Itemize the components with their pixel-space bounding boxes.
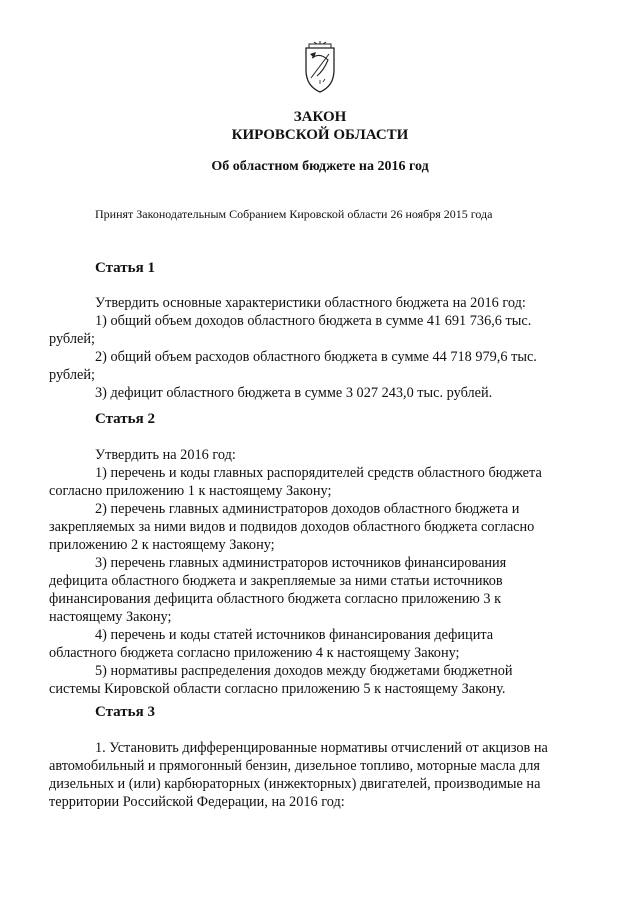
article-2-line: областного бюджета согласно приложению 4 к настоящему Закону; — [49, 645, 460, 661]
article-3-heading: Статья 3 — [95, 704, 155, 720]
article-3-body — [49, 739, 575, 811]
law-title: ЗАКОН — [293, 109, 347, 125]
article-2-line: системы Кировской области согласно приложению 5 к настоящему Закону. — [49, 681, 506, 697]
article-1-line: Утвердить основные характеристики областного бюджета на 2016 год: — [95, 295, 526, 311]
article-1-line: рублей; — [49, 367, 95, 383]
article-2-line: согласно приложению 1 к настоящему Закону; — [49, 483, 332, 499]
article-3-line: 1. Установить дифференцированные нормативы отчислений от акцизов на — [95, 740, 548, 756]
law-region-title: КИРОВСКОЙ ОБЛАСТИ — [231, 127, 409, 143]
kirov-coat-of-arms-icon — [297, 40, 343, 96]
article-2-line: 1) перечень и коды главных распорядителей средств областного бюджета — [95, 465, 542, 481]
article-2-line: финансирования дефицита областного бюджета согласно приложению 3 к — [49, 591, 502, 607]
article-2-line: Утвердить на 2016 год: — [95, 447, 236, 463]
article-2-body — [49, 446, 575, 698]
article-3-line: автомобильный и прямогонный бензин, дизельное топливо, моторные масла для — [49, 758, 540, 774]
article-3-line: дизельных и (или) карбюраторных (инжекторных) двигателей, производимые на — [49, 776, 541, 792]
article-2-line: 4) перечень и коды статей источников финансирования дефицита — [95, 627, 494, 643]
article-2-heading: Статья 2 — [95, 411, 155, 427]
article-3-line: территории Российской Федерации, на 2016 год: — [49, 794, 345, 810]
article-2-line: настоящему Закону; — [49, 609, 172, 625]
article-1-body — [49, 294, 575, 402]
article-2-line: приложению 2 к настоящему Закону; — [49, 537, 275, 553]
article-2-line: закрепляемых за ними видов и подвидов доходов областного бюджета согласно — [49, 519, 535, 535]
article-1-line: рублей; — [49, 331, 95, 347]
article-1-heading: Статья 1 — [95, 260, 155, 276]
article-2-line: 2) перечень главных администраторов доходов областного бюджета и — [95, 501, 520, 517]
article-1-line: 2) общий объем расходов областного бюджета в сумме 44 718 979,6 тыс. — [95, 349, 537, 365]
adoption-note: Принят Законодательным Собранием Кировской области 26 ноября 2015 года — [95, 207, 493, 221]
law-subtitle: Об областном бюджете на 2016 год — [211, 159, 429, 174]
article-2-line: дефицита областного бюджета и закрепляемые за ними статьи источников — [49, 573, 503, 589]
article-1-line: 3) дефицит областного бюджета в сумме 3 027 243,0 тыс. рублей. — [95, 385, 493, 401]
article-2-line: 3) перечень главных администраторов источников финансирования — [95, 555, 507, 571]
article-1-line: 1) общий объем доходов областного бюджета в сумме 41 691 736,6 тыс. — [95, 313, 532, 329]
article-2-line: 5) нормативы распределения доходов между бюджетами бюджетной — [95, 663, 513, 679]
